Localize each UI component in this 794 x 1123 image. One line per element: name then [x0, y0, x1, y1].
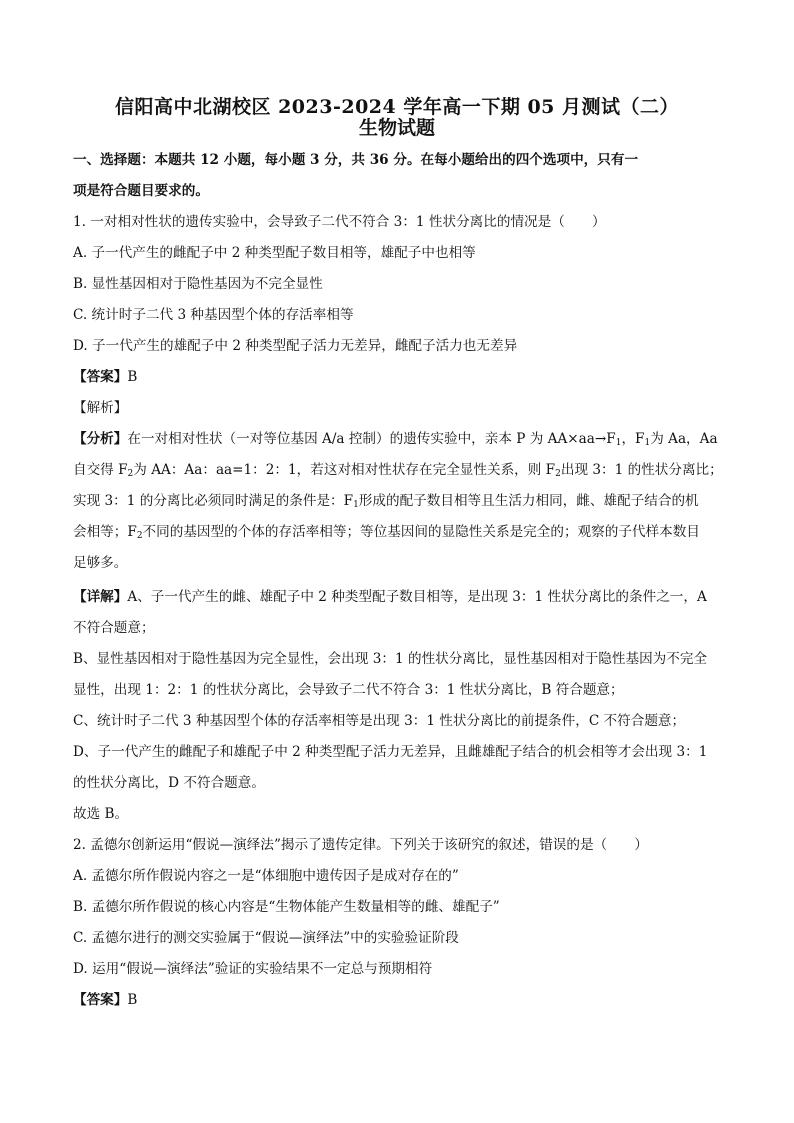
- section-heading-line-1: 一、选择题：本题共 12 小题，每小题 3 分，共 36 分。在每小题给出的四个选项中，只有一: [73, 152, 639, 168]
- question-1-answer: [73, 367, 723, 387]
- subscript: 2: [127, 469, 134, 479]
- analysis-text: 为 AA：Aa：aa=1：2：1，若这对相对性状存在完全显性关系，则 F: [133, 462, 556, 478]
- analysis-text: 形成的配子数目相等且生活力相同，雌、雄配子结合的机: [358, 493, 699, 509]
- question-2-stem: 2. 孟德尔创新运用“假说—演绎法”揭示了遗传定律。下列关于该研究的叙述，错误的是（ ）: [73, 837, 648, 853]
- question-2-option-b: B. 孟德尔所作假说的核心内容是“生物体能产生数量相等的雌、雄配子”: [73, 899, 500, 915]
- detail-text: A、子一代产生的雌、雄配子中 2 种类型配子数目相等，是出现 3：1 性状分离比的条件之一，A: [127, 589, 707, 605]
- detail-line-3: B、显性基因相对于隐性基因为完全显性，会出现 3：1 的性状分离比，显性基因相对于隐性基因为不完全: [73, 651, 708, 667]
- page-subtitle: 生物试题: [358, 117, 435, 139]
- analysis-line-1: [73, 429, 723, 449]
- question-1-option-b: B. 显性基因相对于隐性基因为不完全显性: [73, 276, 323, 292]
- question-1-analysis-tag: 【解析】: [73, 400, 128, 416]
- answer-value: B: [127, 369, 138, 385]
- subscript: 1: [353, 500, 359, 510]
- answer-tag: 【答案】: [73, 992, 128, 1008]
- subscript: 2: [555, 469, 561, 479]
- subscript: 2: [136, 531, 143, 541]
- analysis-text: ，F: [621, 431, 645, 447]
- question-1-option-c: C. 统计时子二代 3 种基因型个体的存活率相等: [73, 307, 354, 323]
- question-2-answer: [73, 990, 723, 1010]
- question-2-option-c: C. 孟德尔进行的测交实验属于“假说—演绎法”中的实验验证阶段: [73, 930, 459, 946]
- answer-tag: 【答案】: [73, 369, 128, 385]
- analysis-line-3: [73, 491, 723, 511]
- detail-line-4: 显性，出现 1：2：1 的性状分离比，会导致子二代不符合 3：1 性状分离比，B 符合题意；: [73, 682, 624, 698]
- detail-line-1: [73, 587, 723, 607]
- analysis-text: 会相等；F: [73, 524, 137, 540]
- detail-line-6: D、子一代产生的雌配子和雄配子中 2 种类型配子活力无差异，且雌雄配子结合的机会相等才会出现 3：1: [73, 744, 708, 760]
- subscript: 1: [615, 438, 622, 448]
- detail-line-2: 不符合题意；: [73, 620, 155, 636]
- subscript: 1: [644, 438, 651, 448]
- question-1-option-d: D. 子一代产生的雄配子中 2 种类型配子活力无差异，雌配子活力也无差异: [73, 338, 518, 354]
- analysis-text: 自交得 F: [73, 462, 128, 478]
- detail-line-7: 的性状分离比，D 不符合题意。: [73, 775, 265, 791]
- fenxi-tag: 【分析】: [73, 431, 128, 447]
- question-1-stem: 1. 一对相对性状的遗传实验中，会导致子二代不符合 3：1 性状分离比的情况是（ ）: [73, 214, 606, 230]
- question-1-conclusion: 故选 B。: [73, 806, 129, 822]
- detail-line-5: C、统计时子二代 3 种基因型个体的存活率相等是出现 3：1 性状分离比的前提条件，C 不符合题意；: [73, 713, 686, 729]
- analysis-line-2: [73, 460, 723, 480]
- analysis-text: 在一对相对性状（一对等位基因 A/a 控制）的遗传实验中，亲本 P 为 AA×aa→F: [127, 431, 616, 447]
- question-2-option-d: D. 运用“假说—演绎法”验证的实验结果不一定总与预期相符: [73, 961, 433, 977]
- analysis-text: 不同的基因型的个体的存活率相等；等位基因间的显隐性关系是完全的；观察的子代样本数目: [142, 524, 700, 540]
- analysis-line-5: 足够多。: [73, 555, 128, 571]
- analysis-text: 为 Aa，Aa: [650, 431, 718, 447]
- xiangjie-tag: 【详解】: [73, 589, 128, 605]
- answer-value: B: [127, 992, 138, 1008]
- page-title: 信阳高中北湖校区 2023-2024 学年高一下期 05 月测试（二）: [114, 96, 680, 118]
- question-2-option-a: A. 孟德尔所作假说内容之一是“体细胞中遗传因子是成对存在的”: [73, 868, 459, 884]
- section-heading-line-2: 项是符合题目要求的。: [73, 183, 209, 199]
- analysis-text: 出现 3：1 的性状分离比；: [560, 462, 723, 478]
- analysis-text: 实现 3：1 的分离比必须同时满足的条件是：F: [73, 493, 354, 509]
- question-1-option-a: A. 子一代产生的雌配子中 2 种类型配子数目相等，雄配子中也相等: [73, 245, 476, 261]
- analysis-line-4: [73, 522, 723, 542]
